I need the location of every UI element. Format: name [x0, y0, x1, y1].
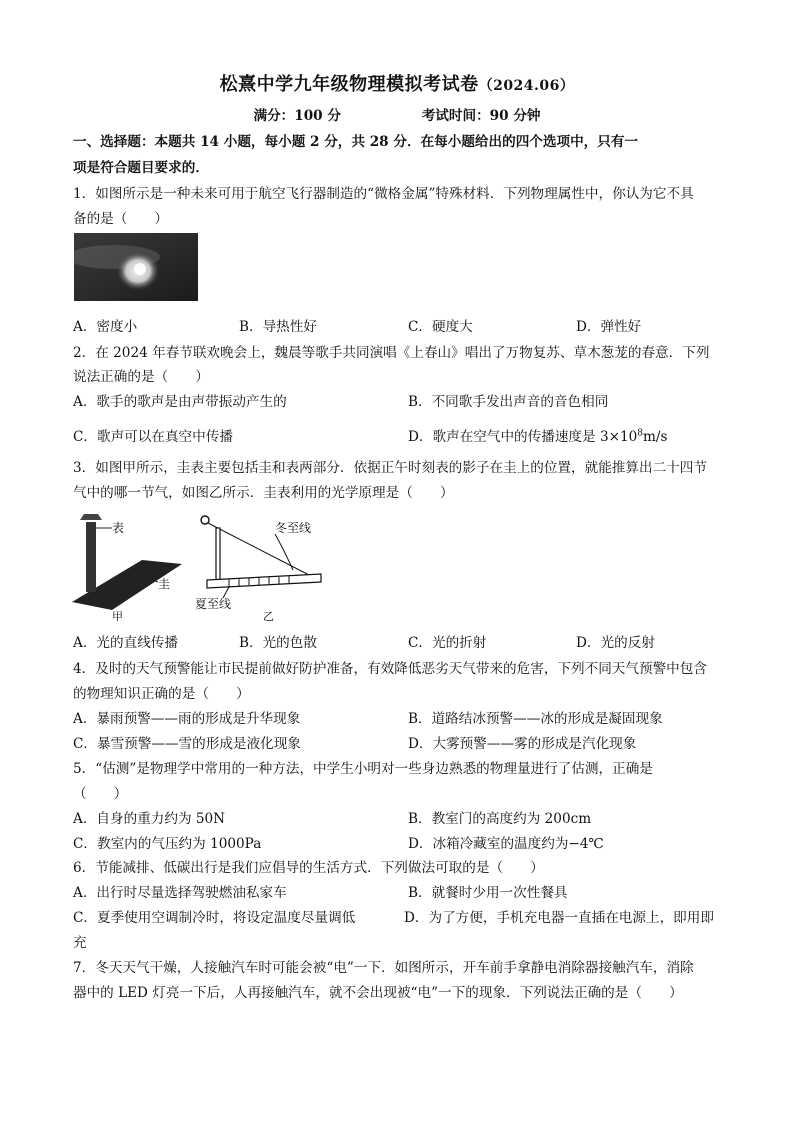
q7-stem-line2: 器中的 LED 灯亮一下后，人再接触汽车，就不会出现被“电”一下的现象．下列说法正确的是（ ） — [73, 985, 683, 1001]
q4-option-c: C．暴雪预警——雪的形成是液化现象 — [73, 736, 301, 752]
q2-stem-line2: 说法正确的是（ ） — [73, 369, 209, 385]
q3-label-winter-line: 冬至线 — [275, 521, 312, 535]
q3-option-b: B．光的色散 — [239, 635, 317, 651]
q6-option-d: D．为了方便，手机充电器一直插在电源上，即用即 — [404, 910, 714, 926]
section-heading-line2: 项是符合题目要求的． — [73, 160, 209, 176]
exam-meta — [0, 104, 794, 124]
exam-title: 松熹中学九年级物理模拟考试卷 — [219, 74, 479, 95]
q1-figure — [74, 233, 198, 301]
q3-label-summer-line: 夏至线 — [195, 597, 232, 611]
q4-stem-line1: 4．及时的天气预警能让市民提前做好防护准备，有效降低恶劣天气带来的危害，下列不同天气预警中包含 — [73, 661, 707, 677]
q5-option-d: D．冰箱冷藏室的温度约为−4℃ — [408, 836, 604, 852]
q1-option-b: B．导热性好 — [239, 319, 317, 335]
q5-stem-line1: 5．“估测”是物理学中常用的一种方法，中学生小明对一些身边熟悉的物理量进行了估测，正确是 — [73, 761, 653, 777]
q4-option-a: A．暴雨预警——雨的形成是升华现象 — [73, 711, 301, 727]
q3-option-d: D．光的反射 — [576, 635, 655, 651]
exam-date: （2024.06） — [478, 78, 575, 94]
q6-option-a: A．出行时尽量选择驾驶燃油私家车 — [73, 885, 287, 901]
q6-option-d-cont: 充 — [73, 935, 87, 951]
q5-option-c: C．教室内的气压约为 1000Pa — [73, 836, 262, 852]
q3-option-c: C．光的折射 — [408, 635, 487, 651]
micro-lattice-metal-photo — [74, 233, 198, 301]
q2-option-b: B．不同歌手发出声音的音色相同 — [408, 394, 609, 410]
solstice-diagram — [193, 512, 328, 622]
q3-figure-jia — [72, 512, 182, 622]
q5-option-a: A．自身的重力约为 50N — [73, 811, 226, 827]
q3-figure-yi — [193, 512, 328, 622]
q2-option-a: A．歌手的歌声是由声带振动产生的 — [73, 394, 287, 410]
q3-label-yi: 乙 — [263, 610, 274, 622]
q3-stem-line1: 3．如图甲所示，圭表主要包括圭和表两部分．依据正午时刻表的影子在圭上的位置，就能推算出二十四节 — [73, 460, 707, 476]
gnomon-photo — [72, 512, 182, 622]
q3-label-jia: 甲 — [112, 610, 123, 622]
q3-stem-line2: 气中的哪一节气，如图乙所示．圭表利用的光学原理是（ ） — [73, 485, 454, 501]
q1-option-d: D．弹性好 — [576, 319, 642, 335]
q2-stem-line1: 2．在 2024 年春节联欢晚会上，魏晨等歌手共同演唱《上春山》唱出了万物复苏、草木葱茏的春意．下列 — [73, 345, 710, 361]
q4-option-b: B．道路结冰预警——冰的形成是凝固现象 — [408, 711, 663, 727]
q6-option-b: B．就餐时少用一次性餐具 — [408, 885, 568, 901]
section-heading-line1: 一、选择题：本题共 14 小题，每小题 2 分，共 28 分．在每小题给出的四个选项中，只有一 — [73, 134, 639, 150]
q1-option-a: A．密度小 — [73, 319, 138, 335]
page-title — [0, 70, 794, 96]
q3-option-a: A．光的直线传播 — [73, 635, 178, 651]
q1-option-c: C．硬度大 — [408, 319, 473, 335]
q5-option-b: B．教室门的高度约为 200cm — [408, 811, 592, 827]
q1-stem-line2: 备的是（ ） — [73, 211, 169, 227]
q3-label-gui: 圭 — [158, 577, 171, 591]
q7-stem-line1: 7．冬天天气干燥，人接触汽车时可能会被“电”一下．如图所示，开车前手拿静电消除器接触汽车，消除 — [73, 960, 694, 976]
q6-option-c: C．夏季使用空调制冷时，将设定温度尽量调低 — [73, 910, 356, 926]
exam-time: 考试时间：90 分钟 — [421, 108, 541, 124]
q4-stem-line2: 的物理知识正确的是（ ） — [73, 686, 250, 702]
q2-option-d-unit: m/s — [643, 429, 668, 445]
q1-stem-line1: 1．如图所示是一种未来可用于航空飞行器制造的“微格金属”特殊材料．下列物理属性中，你认为它不具 — [73, 186, 694, 202]
q2-option-c: C．歌声可以在真空中传播 — [73, 429, 233, 445]
q3-label-biao: 表 — [112, 521, 125, 535]
q2-option-d — [408, 425, 667, 445]
q6-stem-line1: 6．节能减排、低碳出行是我们应倡导的生活方式．下列做法可取的是（ ） — [73, 860, 544, 876]
q4-option-d: D．大雾预警——雾的形成是汽化现象 — [408, 736, 637, 752]
q5-stem-line2: （ ） — [73, 786, 128, 802]
q2-option-d-text: D．歌声在空气中的传播速度是 3×10 — [408, 429, 638, 445]
q2-option-d-exponent: 8 — [637, 428, 644, 439]
full-score: 满分：100 分 — [253, 108, 341, 124]
